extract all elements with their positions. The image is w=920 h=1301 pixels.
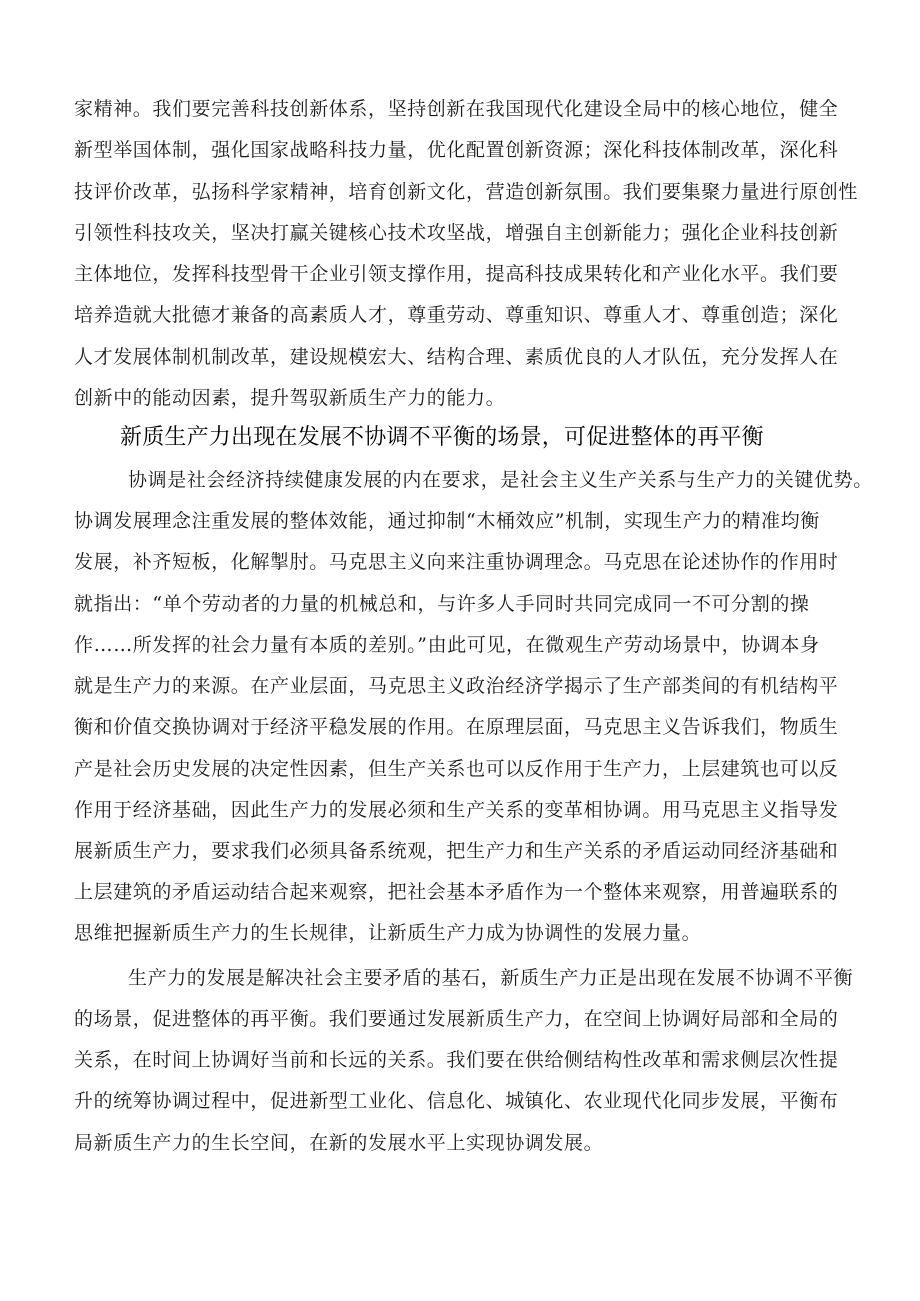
paragraph-line: 协调是社会经济持续健康发展的内在要求，是社会主义生产关系与生产力的关键优势。 — [128, 469, 873, 491]
paragraph-line: 技评价改革，弘扬科学家精神，培育创新文化，营造创新氛围。我们要集聚力量进行原创性 — [74, 181, 859, 203]
paragraph-line: 衡和价值交换协调对于经济平稳发展的作用。在原理层面，马克思主义告诉我们，物质生 — [74, 716, 839, 738]
paragraph-line: 主体地位，发挥科技型骨干企业引领支撑作用，提高科技成果转化和产业化水平。我们要 — [74, 263, 839, 285]
section-heading: 新质生产力出现在发展不协调不平衡的场景，可促进整体的再平衡 — [120, 425, 764, 450]
paragraph-line: 家精神。我们要完善科技创新体系，坚持创新在我国现代化建设全局中的核心地位，健全 — [74, 98, 839, 120]
paragraph-line: 生产力的发展是解决社会主要矛盾的基石，新质生产力正是出现在发展不协调不平衡 — [128, 967, 854, 989]
paragraph-line: 协调发展理念注重发展的整体效能，通过抑制“木桶效应”机制，实现生产力的精准均衡 — [74, 510, 820, 532]
paragraph-line: 升的统筹协调过程中，促进新型工业化、信息化、城镇化、农业现代化同步发展，平衡布 — [74, 1090, 839, 1112]
paragraph-line: 引领性科技攻关，坚决打赢关键核心技术攻坚战，增强自主创新能力；强化企业科技创新 — [74, 222, 839, 244]
paragraph-line: 产是社会历史发展的决定性因素，但生产关系也可以反作用于生产力，上层建筑也可以反 — [74, 758, 839, 780]
paragraph-line: 人才发展体制机制改革，建设规模宏大、结构合理、素质优良的人才队伍，充分发挥人在 — [74, 346, 839, 368]
paragraph-line: 思维把握新质生产力的生长规律，让新质生产力成为协调性的发展力量。 — [74, 922, 702, 944]
paragraph-line: 局新质生产力的生长空间，在新的发展水平上实现协调发展。 — [74, 1132, 604, 1154]
paragraph-line: 上层建筑的矛盾运动结合起来观察，把社会基本矛盾作为一个整体来观察，用普遍联系的 — [74, 881, 839, 903]
paragraph-line: 关系，在时间上协调好当前和长远的关系。我们要在供给侧结构性改革和需求侧层次性提 — [74, 1049, 839, 1071]
paragraph-line: 就是生产力的来源。在产业层面，马克思主义政治经济学揭示了生产部类间的有机结构平 — [74, 675, 839, 697]
paragraph-line: 新型举国体制，强化国家战略科技力量，优化配置创新资源；深化科技体制改革，深化科 — [74, 139, 839, 161]
paragraph-line: 就指出：“单个劳动者的力量的机械总和，与许多人手同时共同完成同一不可分割的操 — [74, 593, 810, 615]
paragraph-line: 发展，补齐短板，化解掣肘。马克思主义向来注重协调理念。马克思在论述协作的作用时 — [74, 551, 839, 573]
paragraph-line: 作用于经济基础，因此生产力的发展必须和生产关系的变革相协调。用马克思主义指导发 — [74, 799, 839, 821]
paragraph-line: 的场景，促进整体的再平衡。我们要通过发展新质生产力，在空间上协调好局部和全局的 — [74, 1008, 839, 1030]
paragraph-line: 培养造就大批德才兼备的高素质人才，尊重劳动、尊重知识、尊重人才、尊重创造；深化 — [74, 304, 839, 326]
paragraph-line: 创新中的能动因素，提升驾驭新质生产力的能力。 — [74, 387, 506, 409]
paragraph-line: 展新质生产力，要求我们必须具备系统观，把生产力和生产关系的矛盾运动同经济基础和 — [74, 840, 839, 862]
paragraph-line: 作……所发挥的社会力量有本质的差别。”由此可见，在微观生产劳动场景中，协调本身 — [74, 634, 820, 656]
